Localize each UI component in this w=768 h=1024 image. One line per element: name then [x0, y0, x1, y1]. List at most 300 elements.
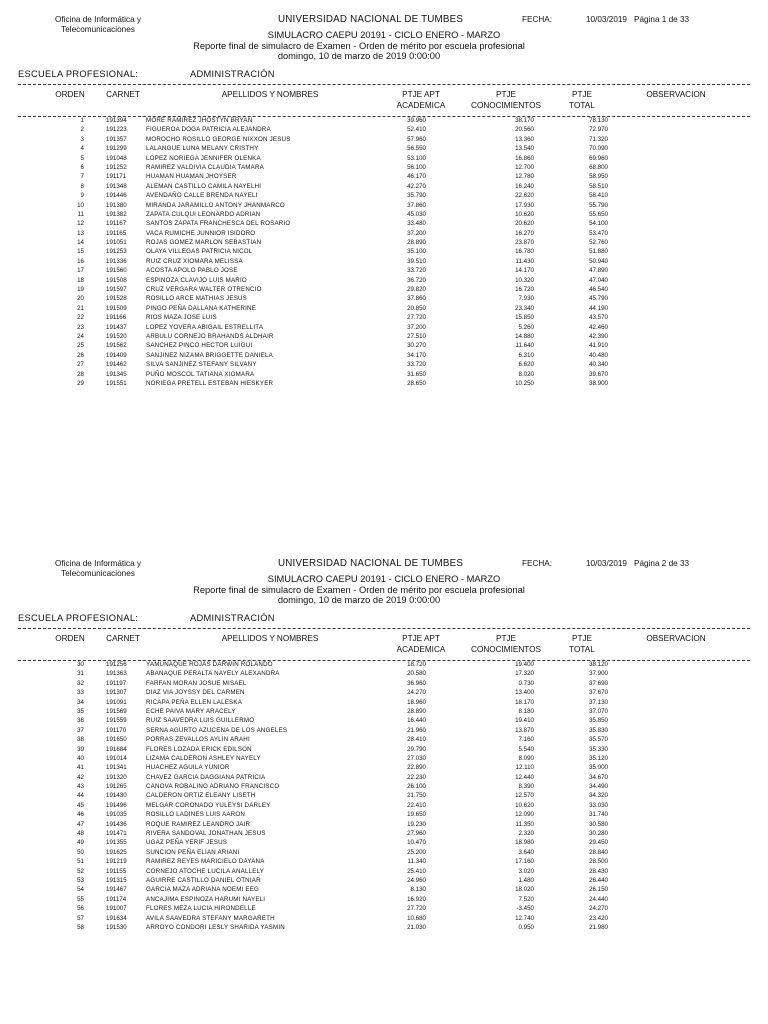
row-ptje-total: 46.540: [589, 286, 608, 294]
table-row: [0, 154, 768, 163]
row-nombres: ARROYO CONDORI LESLY SHARIDA YASMIN: [146, 923, 285, 931]
fecha-label: FECHA:: [522, 15, 553, 24]
row-ptje-total: 78.130: [589, 117, 608, 124]
row-ptje-total: 44.190: [589, 304, 608, 312]
row-nombres: ESPINOZA CLAVIJO LUIS MARIO: [146, 276, 247, 284]
row-orden: 32: [77, 679, 84, 687]
row-carnet: 191223: [106, 126, 127, 134]
row-orden: 1: [80, 117, 84, 124]
row-nombres: SUNCION PEÑA ELIAN ARIANI: [146, 848, 240, 856]
row-carnet: 191530: [106, 923, 127, 931]
simulacro-title: SIMULACRO CAEPU 20191 - CICLO ENERO - MARZO: [267, 30, 501, 40]
row-nombres: ROJAS GOMEZ MARLON SEBASTIAN: [146, 239, 262, 247]
row-ptje-conocimientos: 10.620: [515, 210, 534, 218]
row-ptje-conocimientos: 12.570: [515, 792, 534, 800]
row-ptje-apt: 57.960: [407, 135, 426, 143]
row-ptje-total: 43.570: [589, 314, 608, 322]
table-row: [0, 191, 768, 200]
row-orden: 27: [77, 361, 84, 369]
row-ptje-apt: 10.470: [407, 839, 426, 847]
page-number: Página 1 de 33: [634, 15, 690, 24]
table-row: [0, 716, 768, 725]
col-total: PTJE TOTAL: [569, 90, 595, 110]
row-ptje-apt: 25.410: [407, 867, 426, 875]
table-row: [0, 801, 768, 810]
row-ptje-apt: 37.200: [407, 323, 426, 331]
row-orden: 25: [77, 342, 84, 350]
col-apt: PTJE APT ACADEMICA: [396, 90, 446, 110]
row-ptje-apt: 28.890: [407, 707, 426, 715]
row-ptje-apt: 52.410: [407, 126, 426, 134]
table-row: [0, 904, 768, 913]
row-ptje-apt: 37.860: [407, 201, 426, 209]
col-observacion: OBSERVACION: [646, 634, 706, 643]
university-name: UNIVERSIDAD NACIONAL DE TUMBES: [278, 14, 464, 25]
row-ptje-apt: 21.030: [407, 923, 426, 931]
row-carnet: 191167: [106, 220, 127, 228]
row-ptje-apt: 39.510: [407, 257, 426, 265]
row-orden: 24: [77, 332, 84, 340]
row-carnet: 191462: [106, 361, 127, 369]
col-observacion: OBSERVACION: [646, 90, 706, 99]
row-carnet: 191394: [106, 117, 127, 124]
row-carnet: 191174: [106, 895, 127, 903]
row-ptje-total: 34.490: [589, 783, 608, 791]
row-orden: 11: [77, 210, 84, 218]
row-ptje-apt: 18.960: [407, 698, 426, 706]
row-orden: 47: [77, 820, 84, 828]
table-row: [0, 351, 768, 360]
row-orden: 58: [77, 923, 84, 931]
row-orden: 9: [80, 192, 84, 200]
row-ptje-total: 24.270: [589, 905, 608, 913]
row-ptje-total: 35.120: [589, 754, 608, 762]
row-ptje-total: 28.500: [589, 858, 608, 866]
row-ptje-conocimientos: 23.340: [515, 304, 534, 312]
row-orden: 28: [77, 370, 84, 378]
row-ptje-total: 37.130: [589, 698, 608, 706]
row-nombres: CALDERON ORTIZ ELEANY LISETH: [146, 792, 256, 800]
row-ptje-apt: 31.650: [407, 370, 426, 378]
row-orden: 3: [80, 135, 84, 143]
row-ptje-apt: 46.170: [407, 173, 426, 181]
row-nombres: VACA RUMICHE JUNNIOR ISIDORO: [146, 229, 256, 237]
row-ptje-apt: 28.650: [407, 379, 426, 387]
table-row: [0, 763, 768, 772]
row-orden: 44: [77, 792, 84, 800]
row-ptje-total: 54.100: [589, 220, 608, 228]
row-orden: 18: [77, 276, 84, 284]
results-table: [0, 660, 768, 932]
row-ptje-conocimientos: 13.400: [515, 689, 534, 697]
row-ptje-total: 23.420: [589, 914, 608, 922]
row-ptje-apt: 29.790: [407, 745, 426, 753]
row-nombres: SANCHEZ PINCO HECTOR LUIGUI: [146, 342, 253, 350]
row-orden: 21: [77, 304, 84, 312]
col-conocimientos: PTJE CONOCIMIENTOS: [471, 90, 541, 110]
row-carnet: 191170: [106, 726, 127, 734]
row-carnet: 191219: [106, 858, 127, 866]
row-carnet: 191155: [106, 867, 127, 875]
table-row: [0, 698, 768, 707]
row-ptje-apt: 10.680: [407, 914, 426, 922]
row-nombres: ROSILLO LADINES LUIS AARON: [146, 811, 246, 819]
row-orden: 15: [77, 248, 84, 256]
table-row: [0, 782, 768, 791]
row-nombres: MORE RAMIREZ JHOSTYN BRYAN: [146, 117, 253, 124]
row-orden: 30: [77, 661, 84, 668]
row-carnet: 191341: [106, 764, 127, 772]
row-nombres: MOROCHO ROSILLO GEORGE NIXXON JESUS: [146, 135, 291, 143]
row-carnet: 191380: [106, 201, 127, 209]
school-label: ESCUELA PROFESIONAL:: [18, 613, 139, 623]
row-orden: 43: [77, 783, 84, 791]
row-nombres: ABANAQUE PERALTA NAYELY ALEXANDRA: [146, 670, 280, 678]
col-total: PTJE TOTAL: [569, 634, 595, 654]
row-ptje-conocimientos: 7.520: [518, 895, 534, 903]
row-ptje-total: 50.940: [589, 257, 608, 265]
row-ptje-total: 47.040: [589, 276, 608, 284]
row-orden: 35: [77, 707, 84, 715]
row-ptje-total: 21.980: [589, 923, 608, 931]
fecha-value: 10/03/2019: [586, 559, 627, 568]
row-orden: 12: [77, 220, 84, 228]
row-nombres: CRUZ VERGARA WALTER OTRENCIO: [146, 286, 262, 294]
row-carnet: 191625: [106, 848, 127, 856]
row-ptje-conocimientos: 2.320: [518, 830, 534, 838]
table-row: [0, 135, 768, 144]
school-label: ESCUELA PROFESIONAL:: [18, 69, 139, 79]
row-carnet: 191320: [106, 773, 127, 781]
table-row: [0, 660, 768, 669]
row-orden: 41: [77, 764, 84, 772]
row-ptje-conocimientos: 0.950: [518, 923, 534, 931]
row-ptje-total: 37.690: [589, 679, 608, 687]
row-ptje-conocimientos: 8.390: [518, 783, 534, 791]
table-row: [0, 172, 768, 181]
table-row: [0, 773, 768, 782]
fecha-label: FECHA:: [522, 559, 553, 568]
row-ptje-conocimientos: 20.560: [515, 126, 534, 134]
row-ptje-total: 34.670: [589, 773, 608, 781]
row-ptje-total: 58.410: [589, 192, 608, 200]
col-apt: PTJE APT ACADEMICA: [396, 634, 446, 654]
row-ptje-apt: 20.580: [407, 670, 426, 678]
row-ptje-total: 35.830: [589, 726, 608, 734]
row-ptje-apt: 19.230: [407, 820, 426, 828]
row-ptje-total: 68.800: [589, 163, 608, 171]
row-ptje-apt: 16.920: [407, 895, 426, 903]
row-orden: 49: [77, 839, 84, 847]
row-nombres: PINGO PEÑA DALLANA KATHERINE: [146, 304, 257, 312]
row-nombres: ANCAJIMA ESPINOZA HARUMI NAYELI: [146, 895, 266, 903]
row-ptje-total: 51.880: [589, 248, 608, 256]
report-date: domingo, 10 de marzo de 2019 0:00:00: [277, 51, 441, 61]
row-orden: 4: [80, 145, 84, 153]
row-carnet: 191634: [106, 914, 127, 922]
row-ptje-conocimientos: 6.620: [518, 361, 534, 369]
table-row: [0, 688, 768, 697]
row-ptje-conocimientos: 18.980: [515, 839, 534, 847]
row-ptje-conocimientos: 10.250: [515, 379, 534, 387]
row-ptje-total: 28.840: [589, 848, 608, 856]
row-carnet: 191336: [106, 257, 127, 265]
row-ptje-apt: 33.720: [407, 361, 426, 369]
row-ptje-conocimientos: 5.260: [518, 323, 534, 331]
row-nombres: ACOSTA APOLO PABLO JOSE: [146, 267, 238, 275]
row-ptje-conocimientos: 19.400: [515, 661, 534, 668]
header-rule-top: [18, 84, 750, 85]
row-ptje-total: 39.670: [589, 370, 608, 378]
row-ptje-apt: 45.030: [407, 210, 426, 218]
row-nombres: CHAVEZ GARCIA DAGGIANA PATRICIA: [146, 773, 266, 781]
table-row: [0, 679, 768, 688]
row-carnet: 191165: [106, 229, 127, 237]
row-ptje-total: 38.120: [589, 661, 608, 668]
table-row: [0, 923, 768, 932]
row-ptje-conocimientos: 17.160: [515, 858, 534, 866]
col-nombres: APELLIDOS Y NOMBRES: [221, 90, 319, 99]
row-ptje-apt: 27.720: [407, 905, 426, 913]
row-carnet: 191265: [106, 783, 127, 791]
table-row: [0, 867, 768, 876]
row-orden: 56: [77, 905, 84, 913]
university-name: UNIVERSIDAD NACIONAL DE TUMBES: [278, 558, 464, 569]
row-ptje-total: 47.890: [589, 267, 608, 275]
row-carnet: 191559: [106, 717, 127, 725]
row-carnet: 191048: [106, 154, 127, 162]
row-carnet: 191348: [106, 182, 127, 190]
row-ptje-total: 58.510: [589, 182, 608, 190]
row-nombres: ROQUE RAMIREZ LEANDRO JAIR: [146, 820, 251, 828]
row-orden: 57: [77, 914, 84, 922]
row-ptje-apt: 21.960: [407, 726, 426, 734]
row-ptje-conocimientos: -3.450: [516, 905, 534, 913]
table-row: [0, 182, 768, 191]
row-orden: 16: [77, 257, 84, 265]
row-ptje-apt: 56.550: [407, 145, 426, 153]
row-nombres: SANJINEZ NIZAMA BRIGGETTE DANIELA: [146, 351, 273, 359]
row-carnet: 191520: [106, 332, 127, 340]
row-carnet: 191007: [106, 905, 127, 913]
row-ptje-apt: 35.790: [407, 192, 426, 200]
row-ptje-apt: 30.270: [407, 342, 426, 350]
table-row: [0, 857, 768, 866]
row-carnet: 191650: [106, 736, 127, 744]
row-ptje-conocimientos: 16.270: [515, 229, 534, 237]
row-nombres: MELGAR CORONADO YULEYSI DARLEY: [146, 801, 271, 809]
row-ptje-total: 35.000: [589, 764, 608, 772]
row-ptje-apt: 36.720: [407, 276, 426, 284]
row-orden: 33: [77, 689, 84, 697]
row-ptje-total: 37.070: [589, 707, 608, 715]
table-row: [0, 257, 768, 266]
row-carnet: 191252: [106, 163, 127, 171]
table-row: [0, 294, 768, 303]
row-ptje-total: 58.950: [589, 173, 608, 181]
row-ptje-total: 55.790: [589, 201, 608, 209]
row-ptje-conocimientos: 8.090: [518, 754, 534, 762]
row-ptje-conocimientos: 12.700: [515, 163, 534, 171]
row-carnet: 191560: [106, 267, 127, 275]
row-ptje-conocimientos: 13.360: [515, 135, 534, 143]
table-row: [0, 726, 768, 735]
row-orden: 20: [77, 295, 84, 303]
row-orden: 55: [77, 895, 84, 903]
row-ptje-conocimientos: 7.930: [518, 295, 534, 303]
row-ptje-conocimientos: 13.540: [515, 145, 534, 153]
row-ptje-conocimientos: 3.020: [518, 867, 534, 875]
row-ptje-conocimientos: 5.540: [518, 745, 534, 753]
row-ptje-total: 41.910: [589, 342, 608, 350]
row-ptje-apt: 28.410: [407, 736, 426, 744]
row-carnet: 191253: [106, 248, 127, 256]
row-carnet: 191315: [106, 876, 127, 884]
row-ptje-apt: 39.960: [407, 117, 426, 124]
row-orden: 22: [77, 314, 84, 322]
row-carnet: 191436: [106, 820, 127, 828]
table-row: [0, 341, 768, 350]
row-carnet: 191299: [106, 145, 127, 153]
row-orden: 38: [77, 736, 84, 744]
row-orden: 45: [77, 801, 84, 809]
row-orden: 48: [77, 830, 84, 838]
row-nombres: AGUIRRE CASTILLO DANIEL OTNIAR: [146, 876, 261, 884]
row-orden: 51: [77, 858, 84, 866]
table-row: [0, 285, 768, 294]
row-ptje-apt: 36.960: [407, 679, 426, 687]
row-carnet: 191357: [106, 135, 127, 143]
row-orden: 29: [77, 379, 84, 387]
row-ptje-apt: 27.030: [407, 754, 426, 762]
row-nombres: SANTOS ZAPATA FRANCHESCA DEL ROSARIO: [146, 220, 291, 228]
row-ptje-total: 30.280: [589, 830, 608, 838]
row-ptje-conocimientos: 19.410: [515, 717, 534, 725]
row-ptje-conocimientos: 7.160: [518, 736, 534, 744]
table-row: [0, 379, 768, 388]
row-ptje-apt: 8.130: [410, 886, 426, 894]
row-orden: 46: [77, 811, 84, 819]
row-orden: 7: [80, 173, 84, 181]
row-orden: 5: [80, 154, 84, 162]
row-nombres: NORIEGA PRETELL ESTEBAN HIESKYER: [146, 379, 274, 387]
row-nombres: RIVERA SANDOVAL JONATHAN JESUS: [146, 830, 266, 838]
row-carnet: 191382: [106, 210, 127, 218]
row-ptje-conocimientos: 8.020: [518, 370, 534, 378]
table-row: [0, 745, 768, 754]
row-nombres: ARBULU CORNEJO BRAHANDS ALDHAIR: [146, 332, 274, 340]
row-nombres: UGAZ PEÑA YERIF JESUS: [146, 839, 228, 847]
row-ptje-total: 71.320: [589, 135, 608, 143]
table-row: [0, 895, 768, 904]
row-ptje-conocimientos: 10.620: [515, 801, 534, 809]
row-orden: 37: [77, 726, 84, 734]
row-ptje-apt: 18.720: [407, 661, 426, 668]
row-ptje-conocimientos: 22.620: [515, 192, 534, 200]
table-row: [0, 810, 768, 819]
row-ptje-total: 55.650: [589, 210, 608, 218]
table-row: [0, 266, 768, 275]
row-carnet: 191166: [106, 314, 127, 322]
row-ptje-conocimientos: 38.170: [515, 117, 534, 124]
row-ptje-conocimientos: 18.170: [515, 698, 534, 706]
row-orden: 34: [77, 698, 84, 706]
row-ptje-apt: 22.890: [407, 764, 426, 772]
table-row: [0, 820, 768, 829]
row-ptje-conocimientos: 6.310: [518, 351, 534, 359]
table-row: [0, 360, 768, 369]
row-nombres: LIZAMA CALDERON ASHLEY NAYELY: [146, 754, 261, 762]
table-row: [0, 116, 768, 125]
table-row: [0, 201, 768, 210]
row-ptje-conocimientos: 20.620: [515, 220, 534, 228]
table-row: [0, 229, 768, 238]
col-carnet: CARNET: [106, 634, 140, 643]
table-row: [0, 247, 768, 256]
row-carnet: 191467: [106, 886, 127, 894]
report-title: [0, 41, 718, 61]
row-nombres: CANOVA ROBALINO ADRIANO FRANCISCO: [146, 783, 280, 791]
row-ptje-total: 38.900: [589, 379, 608, 387]
simulacro-title: SIMULACRO CAEPU 20191 - CICLO ENERO - MARZO: [267, 574, 501, 584]
row-ptje-total: 37.670: [589, 689, 608, 697]
row-ptje-conocimientos: 3.640: [518, 848, 534, 856]
row-orden: 8: [80, 182, 84, 190]
row-carnet: 191256: [106, 661, 127, 668]
row-ptje-apt: 33.480: [407, 220, 426, 228]
row-ptje-total: 26.440: [589, 876, 608, 884]
row-ptje-apt: 29.820: [407, 286, 426, 294]
col-nombres: APELLIDOS Y NOMBRES: [221, 634, 319, 643]
row-ptje-total: 26.150: [589, 886, 608, 894]
row-ptje-conocimientos: 16.240: [515, 182, 534, 190]
row-ptje-apt: 34.170: [407, 351, 426, 359]
row-ptje-total: 35.570: [589, 736, 608, 744]
row-ptje-conocimientos: 14.170: [515, 267, 534, 275]
row-carnet: 191684: [106, 745, 127, 753]
row-ptje-total: 30.580: [589, 820, 608, 828]
row-orden: 42: [77, 773, 84, 781]
row-ptje-conocimientos: 12.110: [515, 764, 534, 772]
table-row: [0, 313, 768, 322]
row-nombres: OLAYA VILLEGAS PATRICIA NICOL: [146, 248, 253, 256]
office-name: Oficina de Informática y Telecomunicaciones: [54, 559, 141, 578]
table-row: [0, 838, 768, 847]
row-orden: 39: [77, 745, 84, 753]
row-orden: 6: [80, 163, 84, 171]
row-ptje-conocimientos: 15.850: [515, 314, 534, 322]
row-orden: 40: [77, 754, 84, 762]
row-carnet: 191569: [106, 707, 127, 715]
row-nombres: HUAMAN HUAMAN JHOYSER: [146, 173, 237, 181]
table-row: [0, 238, 768, 247]
row-carnet: 191562: [106, 342, 127, 350]
table-row: [0, 304, 768, 313]
row-ptje-total: 69.960: [589, 154, 608, 162]
row-ptje-conocimientos: 18.020: [515, 886, 534, 894]
row-ptje-total: 53.470: [589, 229, 608, 237]
row-nombres: RIOS MAZA JOSE LUIS: [146, 314, 217, 322]
row-orden: 14: [77, 239, 84, 247]
row-ptje-apt: 42.270: [407, 182, 426, 190]
row-ptje-total: 28.430: [589, 867, 608, 875]
row-carnet: 191430: [106, 792, 127, 800]
row-ptje-total: 42.390: [589, 332, 608, 340]
row-carnet: 191051: [106, 239, 127, 247]
row-ptje-apt: 24.270: [407, 689, 426, 697]
row-carnet: 191597: [106, 286, 127, 294]
row-ptje-apt: 27.510: [407, 332, 426, 340]
